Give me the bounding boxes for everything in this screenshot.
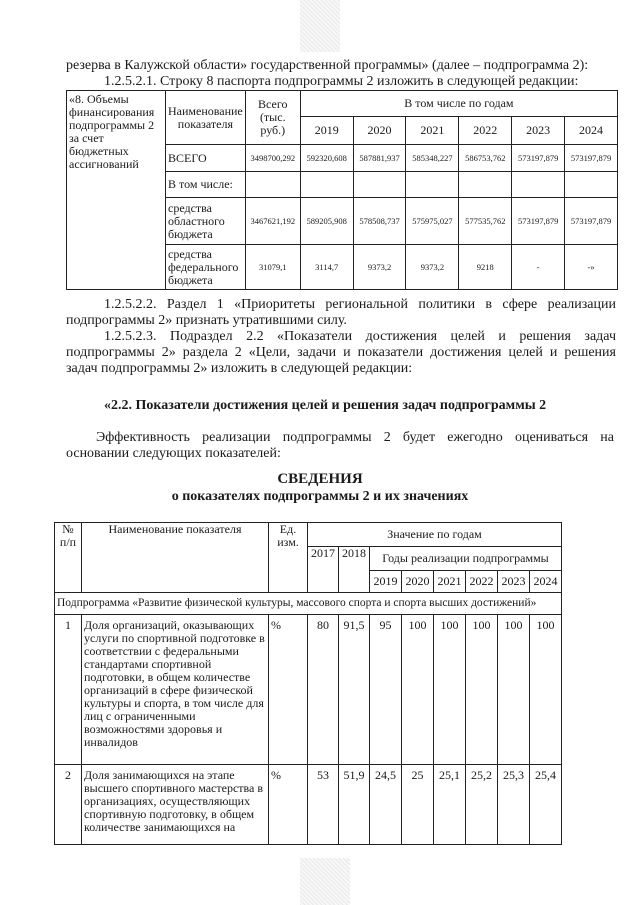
scan-smudge-top [300,0,340,52]
cell-value: 573197,879 [565,145,618,172]
row-total: 31079,1 [245,245,300,290]
cell-value: 53 [308,765,339,845]
row-name: В том числе: [166,172,246,198]
cell-value: 9373,2 [353,245,406,290]
cell-value: 25,1 [434,765,466,845]
header-indicator-name: Наименование показателя [82,523,269,593]
cell-value: 100 [434,615,466,765]
year-header: 2023 [498,571,530,593]
subprogram-row: Подпрограмма «Развитие физической культуры, массового спорта и спорта высших достижений» [55,593,562,615]
cell-value [565,172,618,198]
cell-value: 587881,937 [353,145,406,172]
cell-value [353,172,406,198]
year-header: 2022 [466,571,498,593]
cell-value: 80 [308,615,339,765]
header-indicator-name: Наименование показателя [166,91,246,145]
cell-value: 586753,762 [459,145,512,172]
header-years-group: В том числе по годам [300,91,617,117]
year-header: 2020 [353,117,406,145]
row-number: 2 [55,765,82,845]
svedenia-title: СВЕДЕНИЯ [277,471,363,487]
header-total: Всего (тыс. руб.) [245,91,300,145]
cell-value: 9218 [459,245,512,290]
row-name: средства федерального бюджета [166,245,246,290]
year-header: 2024 [565,117,618,145]
table-row [55,765,562,845]
table-row [55,615,562,765]
year-header: 2021 [406,117,459,145]
cell-value: 51,9 [339,765,370,845]
year-header: 2020 [402,571,434,593]
header-unit: Ед. изм. [269,523,308,593]
row-name: Доля организаций, оказывающих услуги по спортивной подготовке в соответствии с федеральными стандартами спортивной подготовки, в общем количестве организаций в сфере физической культуры и спорта, в том числе для лиц с ограниченными возможностями здоровья и инвалидов [82,615,269,765]
cell-value: 577535,762 [459,198,512,245]
indicators-table [54,522,562,845]
row-name: ВСЕГО [166,145,246,172]
cell-value [512,172,565,198]
financing-row-label: «8. Объемы финансирования подпрограммы 2 за счет бюджетных ассигнований [67,91,166,290]
row-name: средства областного бюджета [166,198,246,245]
svedenia-subtitle: о показателях подпрограммы 2 и их значениях [171,489,469,504]
cell-value: 589205,908 [300,198,353,245]
cell-value: 100 [466,615,498,765]
year-header: 2024 [530,571,562,593]
cell-value: 24,5 [370,765,402,845]
cell-value [406,172,459,198]
cell-value: 573197,879 [565,198,618,245]
cell-value: 100 [402,615,434,765]
cell-value: - [512,245,565,290]
intro-line-1: резерва в Калужской области» государственной программы» (далее – подпрограмма 2): [66,58,589,73]
paragraph-2-line-1: 1.2.5.2.3. Подраздел 2.2 «Показатели достижения целей и решения задач [104,329,616,344]
cell-value: 573197,879 [512,145,565,172]
year-header: 2021 [434,571,466,593]
paragraph-1-line-2: подпрограммы 2» признать утратившими силу. [66,313,347,328]
cell-value: 91,5 [339,615,370,765]
cell-value: 585348,227 [406,145,459,172]
row-unit: % [269,765,308,845]
cell-value: 95 [370,615,402,765]
row-number: 1 [55,615,82,765]
year-header: 2017 [308,547,339,593]
paragraph-2-line-3: задач подпрограммы 2» изложить в следующей редакции: [66,361,413,376]
cell-value: 9373,2 [406,245,459,290]
row-total [245,172,300,198]
header-values-by-year: Значение по годам [308,523,562,547]
intro-line-2: 1.2.5.2.1. Строку 8 паспорта подпрограммы 2 изложить в следующей редакции: [104,74,579,89]
row-unit: % [269,615,308,765]
row-total: 3498700,292 [245,145,300,172]
year-header: 2023 [512,117,565,145]
year-header: 2019 [300,117,353,145]
row-name: Доля занимающихся на этапе высшего спортивного мастерства в организациях, осуществляющих спортивную подготовку, в общем количестве занимающихся на [82,765,269,845]
row-total: 3467621,192 [245,198,300,245]
cell-value: 592320,608 [300,145,353,172]
cell-value: -» [565,245,618,290]
paragraph-3-line-2: основании следующих показателей: [66,446,281,461]
cell-value: 3114,7 [300,245,353,290]
cell-value: 100 [498,615,530,765]
section-heading: «2.2. Показатели достижения целей и решения задач подпрограммы 2 [104,398,547,413]
header-implementation-years: Годы реализации подпрограммы [370,547,562,571]
cell-value [459,172,512,198]
cell-value: 578508,737 [353,198,406,245]
paragraph-1-line-1: 1.2.5.2.2. Раздел 1 «Приоритеты региональной политики в сфере реализации [104,297,616,312]
scan-smudge-bottom [300,858,350,905]
year-header: 2019 [370,571,402,593]
year-header: 2022 [459,117,512,145]
year-header: 2018 [339,547,370,593]
cell-value: 573197,879 [512,198,565,245]
paragraph-3-line-1: Эффективность реализации подпрограммы 2 будет ежегодно оцениваться на [96,430,614,445]
financing-table [66,90,618,290]
cell-value: 100 [530,615,562,765]
cell-value: 25,4 [530,765,562,845]
cell-value: 575975,027 [406,198,459,245]
header-number: № п/п [55,523,82,593]
cell-value: 25,3 [498,765,530,845]
cell-value: 25,2 [466,765,498,845]
paragraph-2-line-2: подпрограммы 2» раздела 2 «Цели, задачи и показатели достижения целей и решения [66,345,616,360]
cell-value: 25 [402,765,434,845]
cell-value [300,172,353,198]
